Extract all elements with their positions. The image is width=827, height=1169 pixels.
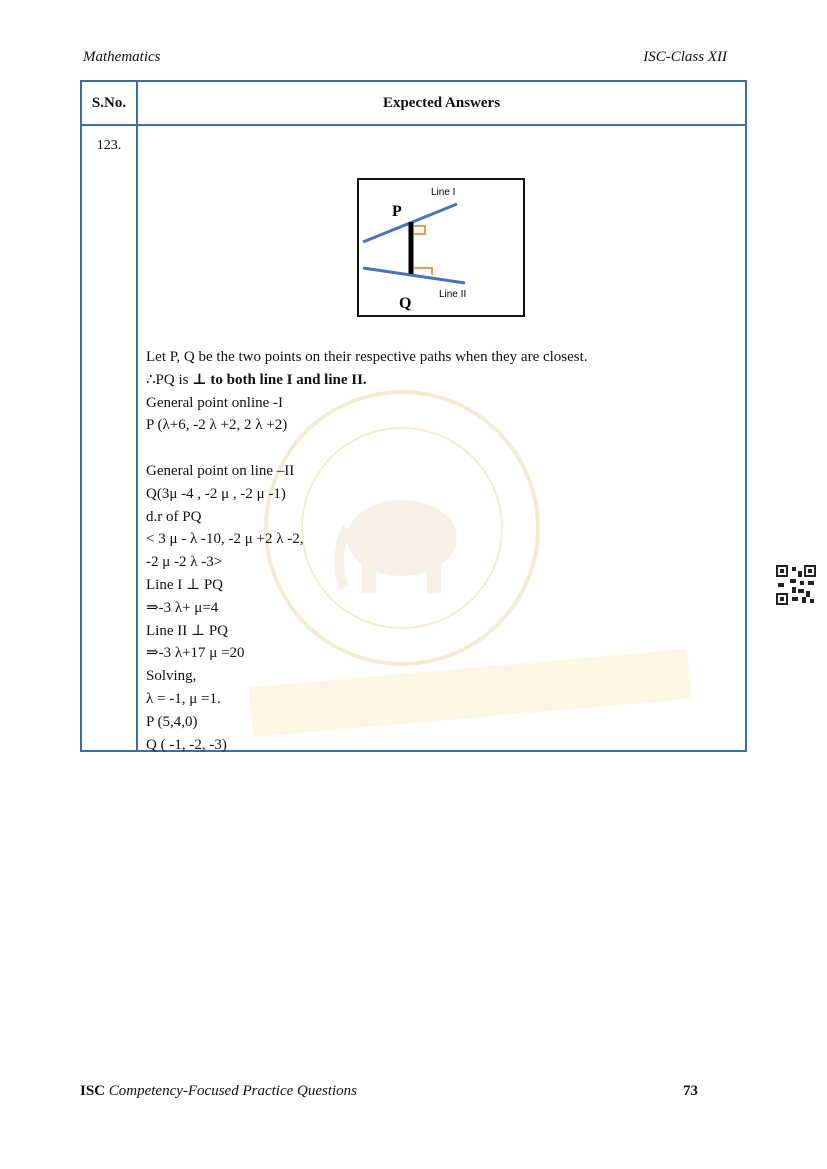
serial-number: 123. xyxy=(81,125,137,751)
answer-line: P (λ+6, -2 λ +2, 2 λ +2) xyxy=(146,417,288,434)
column-header-sno: S.No. xyxy=(81,81,137,125)
answer-line: General point on line –II xyxy=(146,462,295,479)
label-line-1: Line I xyxy=(431,187,456,198)
answer-line-bold: ⊥ to both line I and line II. xyxy=(192,371,367,388)
answer-line: General point online -I xyxy=(146,394,284,411)
answer-line xyxy=(146,437,588,460)
skew-lines-figure xyxy=(357,178,525,317)
qr-code-icon[interactable] xyxy=(776,565,816,605)
page-number: 73 xyxy=(683,1083,698,1099)
answer-line: Q ( -1, -2, -3) xyxy=(146,736,227,753)
footer-title xyxy=(80,1083,357,1100)
answer-line: Q(3μ -4 , -2 μ , -2 μ -1) xyxy=(146,485,286,502)
answer-line: < 3 μ - λ -10, -2 μ +2 λ -2, xyxy=(146,531,304,548)
answer-line: ⇒-3 λ+ μ=4 xyxy=(146,599,219,616)
answer-line: Line II ⊥ PQ xyxy=(146,622,229,639)
answer-line: -2 μ -2 λ -3> xyxy=(146,554,223,571)
footer-title-text: Competency-Focused Practice Questions xyxy=(108,1083,358,1099)
header-class-label: ISC-Class XII xyxy=(643,49,727,65)
answer-line: d.r of PQ xyxy=(146,508,202,525)
footer-brand: ISC xyxy=(80,1083,106,1099)
header-subject: Mathematics xyxy=(83,49,161,65)
expected-answers-table xyxy=(80,80,747,752)
answer-line: Solving, xyxy=(146,668,197,685)
answer-text xyxy=(146,346,588,756)
answer-line: ∴PQ is ⊥ to both line I and line II. xyxy=(146,371,367,388)
label-p: P xyxy=(392,203,402,220)
answer-line: λ = -1, μ =1. xyxy=(146,690,221,707)
label-line-2: Line II xyxy=(439,289,467,300)
column-header-answers: Expected Answers xyxy=(137,81,746,125)
answer-line: Line I ⊥ PQ xyxy=(146,576,224,593)
answer-line: ⇒-3 λ+17 μ =20 xyxy=(146,645,245,662)
answer-line: P (5,4,0) xyxy=(146,713,198,730)
answer-line: Let P, Q be the two points on their respective paths when they are closest. xyxy=(146,349,588,365)
label-q: Q xyxy=(399,295,412,312)
answer-cell xyxy=(137,125,746,751)
table-row xyxy=(81,125,746,751)
